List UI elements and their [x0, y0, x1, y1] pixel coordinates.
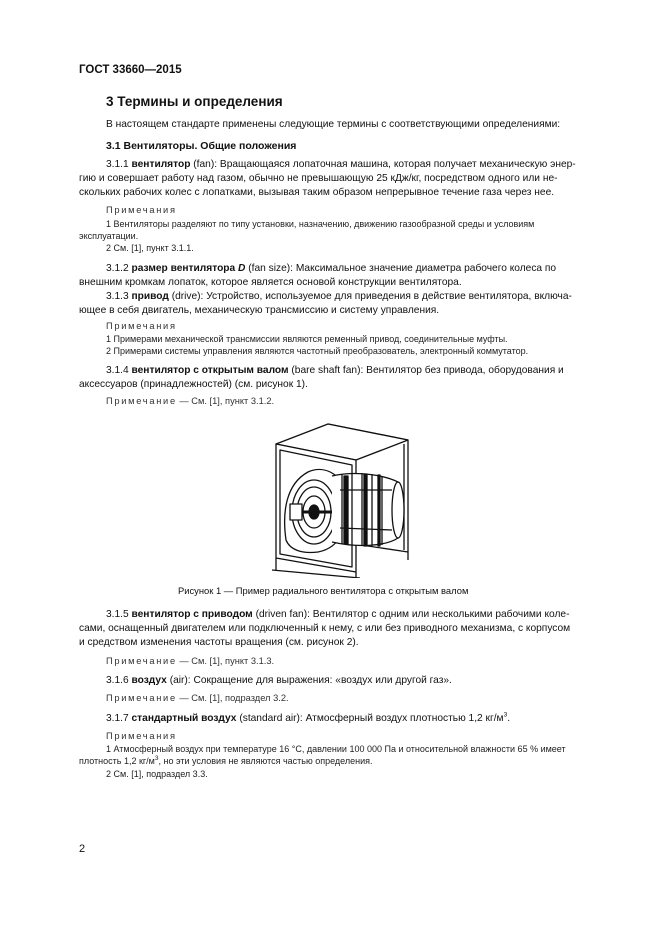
- term-3-1-5: вентилятор с приводом: [131, 609, 253, 620]
- term-3-1-2-line1: 3.1.2 размер вентилятора D (fan size): Максимальное значение диаметра рабочего колеса по: [106, 263, 557, 274]
- standard-designation: ГОСТ 33660—2015: [79, 64, 182, 76]
- term-3-1-7-line1: 3.1.7 стандартный воздух (standard air): Атмосферный воздух плотностью 1,2 $кг/м^3$.: [106, 711, 511, 724]
- term-3-1-2: размер вентилятора: [131, 263, 236, 274]
- note-3-1-1-1b: эксплуатации.: [79, 231, 139, 241]
- note-3-1-4: Примечание — См. [1], пункт 3.1.2.: [106, 396, 275, 406]
- section-intro: В настоящем стандарте применены следующие термины с соответствующими определениями:: [106, 119, 561, 130]
- section-title: 3 Термины и определения: [106, 94, 283, 109]
- subsection-title: 3.1 Вентиляторы. Общие положения: [106, 140, 297, 152]
- page-number: 2: [79, 843, 86, 855]
- figure-1-fan-drawing: [268, 420, 418, 578]
- term-3-1-5-line1: 3.1.5 вентилятор с приводом (driven fan): Вентилятор с одним или несколькими рабочими коле-: [106, 609, 570, 620]
- term-3-1-4-line1: 3.1.4 вентилятор с открытым валом (bare shaft fan): Вентилятор без привода, оборудования и: [106, 365, 564, 376]
- term-3-1-3-line1: 3.1.3 привод (drive): Устройство, используемое для приведения в действие вентилятора, включа-: [106, 291, 572, 302]
- term-3-1-2-line2: внешним кромкам лопаток, которое является основой конструкции вентилятора.: [79, 277, 462, 288]
- note-3-1-7-1a: 1 Атмосферный воздух при температуре 16 °С, давлении 100 000 Па и относительной влажности 65 % имеет: [106, 744, 566, 754]
- term-3-1-3-line2: ющее в себя двигатель, механическую трансмиссию и систему управления.: [79, 305, 440, 316]
- term-3-1-6: воздух: [131, 675, 167, 686]
- term-3-1-5-line2: сами, оснащенный двигателем или подключенный к нему, с или без приводного механизма, с корпусом: [79, 623, 571, 634]
- term-3-1-1-line3: скольких рабочих колес с лопатками, вызывая таким образом непрерывное течение газа через нее.: [79, 187, 555, 198]
- term-3-1-4-line2: аксессуаров (принадлежностей) (см. рисунок 1).: [79, 379, 308, 390]
- notes-heading: Примечания: [106, 731, 177, 741]
- note-3-1-5: Примечание — См. [1], пункт 3.1.3.: [106, 656, 275, 666]
- note-3-1-6: Примечание — См. [1], подраздел 3.2.: [106, 693, 289, 703]
- note-3-1-7-2: 2 См. [1], подраздел 3.3.: [106, 769, 208, 779]
- note-3-1-1-2: 2 См. [1], пункт 3.1.1.: [106, 243, 194, 253]
- term-3-1-4: вентилятор с открытым валом: [131, 365, 289, 376]
- note-3-1-1-1a: 1 Вентиляторы разделяют по типу установки, назначению, движению газообразной среды и условиям: [106, 219, 535, 229]
- notes-heading: Примечания: [106, 321, 177, 331]
- term-3-1-6-line1: 3.1.6 воздух (air): Сокращение для выражения: «воздух или другой газ».: [106, 675, 452, 686]
- term-3-1-3: привод: [131, 291, 169, 302]
- term-3-1-7: стандартный воздух: [131, 713, 237, 724]
- notes-heading: Примечания: [106, 205, 177, 215]
- term-3-1-5-line3: и средством изменения частоты вращения (см. рисунок 2).: [79, 637, 359, 648]
- note-3-1-3-2: 2 Примерами системы управления являются частотный преобразователь, электронный коммутатор.: [106, 346, 529, 356]
- note-3-1-3-1: 1 Примерами механической трансмиссии являются ременный привод, соединительные муфты.: [106, 334, 508, 344]
- term-3-1-1-line2: гию и совершает работу над газом, обычно не превышающую 25 кДж/кг, посредством одного или не-: [79, 173, 558, 184]
- note-3-1-7-1b: плотность 1,2 $кг/м^3$, но эти условия не являются частью определения.: [79, 755, 373, 766]
- term-3-1-1: вентилятор: [131, 159, 191, 170]
- figure-1-caption: Рисунок 1 — Пример радиального вентилятора с открытым валом: [178, 585, 469, 596]
- term-3-1-1-line1: 3.1.1 вентилятор (fan): Вращающаяся лопаточная машина, которая получает механическую энер-: [106, 159, 576, 170]
